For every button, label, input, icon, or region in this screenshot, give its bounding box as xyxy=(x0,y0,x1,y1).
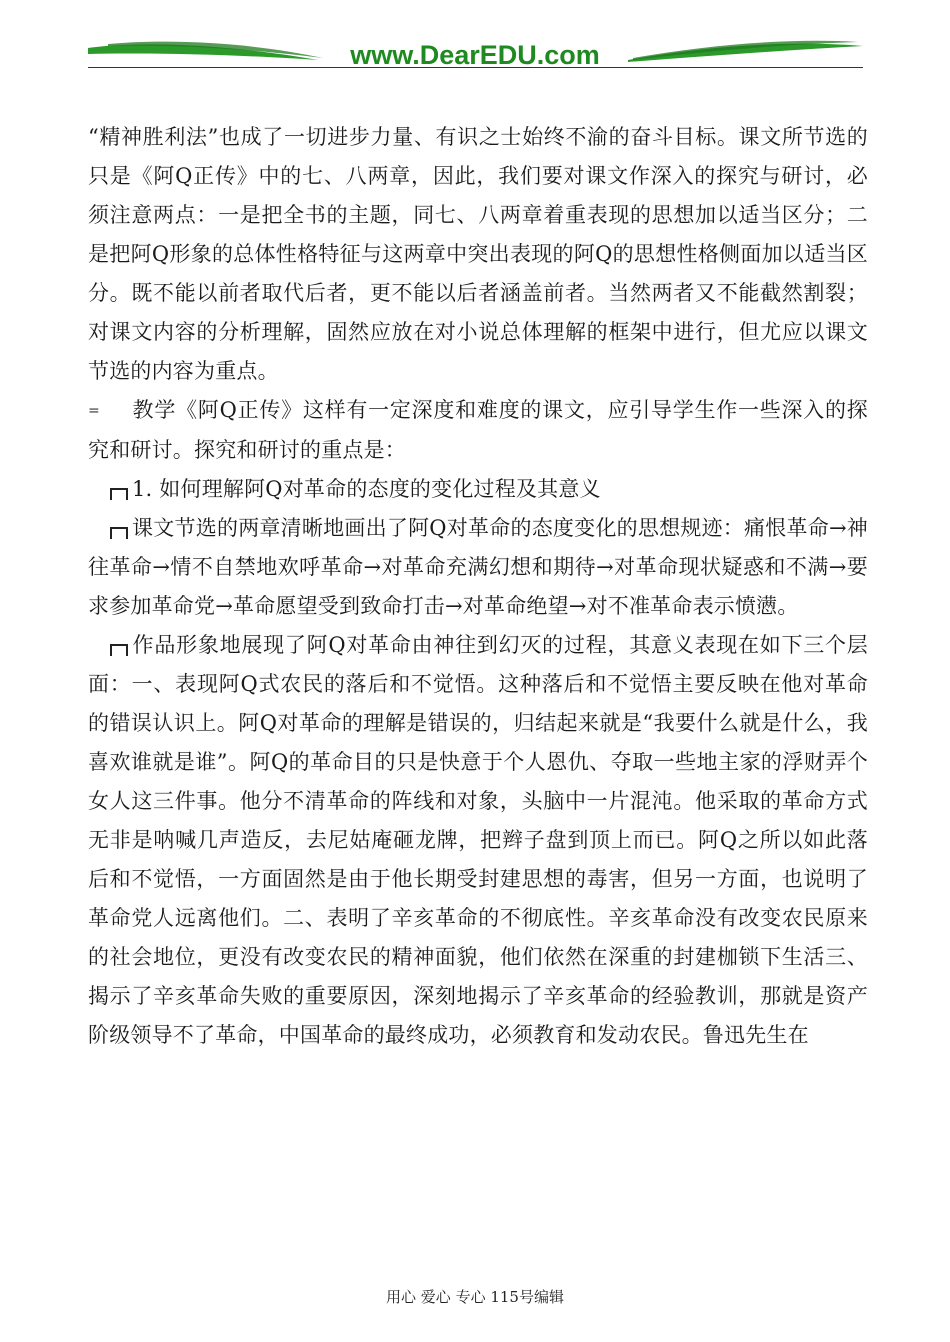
page-header xyxy=(88,30,863,72)
paragraph-4 xyxy=(88,509,868,626)
paragraph-1-text: “精神胜利法”也成了一切进步力量、有识之士始终不渝的奋斗目标。课文所节选的只是《阿Q正传》中的七、八两章，因此，我们要对课文作深入的探究与研讨，必须注意两点：一是把全书的主题，同七、八两章着重表现的思想加以适当区分；二是把阿Q形象的总体性格特征与这两章中突出表现的阿Q的思想性格侧面加以适当区分。既不能以前者取代后者，更不能以后者涵盖前者。当然两者又不能截然割裂；对课文内容的分析理解，固然应放在对小说总体理解的框架中进行，但尤应以课文节选的内容为重点。 xyxy=(88,125,868,383)
paragraph-2 xyxy=(88,391,868,470)
paragraph-5-text: 作品形象地展现了阿Q对革命由神往到幻灭的过程，其意义表现在如下三个层面：一、表现阿Q式农民的落后和不觉悟。这种落后和不觉悟主要反映在他对革命的错误认识上。阿Q对革命的理解是错误的，归结起来就是“我要什么就是什么，我喜欢谁就是谁”。阿Q的革命目的只是快意于个人恩仇、夺取一些地主家的浮财弄个女人这三件事。他分不清革命的阵线和对象，头脑中一片混沌。他采取的革命方式无非是呐喊几声造反，去尼姑庵砸龙牌，把辫子盘到顶上而已。阿Q之所以如此落后和不觉悟，一方面固然是由于他长期受封建思想的毒害，但另一方面，也说明了革命党人远离他们。二、表明了辛亥革命的不彻底性。辛亥革命没有改变农民原来的社会地位，更没有改变农民的精神面貌，他们依然在深重的封建枷锁下生活三、揭示了辛亥革命失败的重要原因，深刻地揭示了辛亥革命的经验教训，那就是资产阶级领导不了革命，中国革命的最终成功，必须教育和发动农民。鲁迅先生在 xyxy=(88,633,868,1047)
paragraph-3-text: 1. 如何理解阿Q对革命的态度的变化过程及其意义 xyxy=(132,477,601,501)
indent-bracket-icon xyxy=(110,488,128,500)
paragraph-3 xyxy=(88,470,868,509)
paragraph-5 xyxy=(88,626,868,1055)
header-divider xyxy=(88,67,863,68)
indent-bracket-icon xyxy=(110,644,128,656)
paragraph-4-text: 课文节选的两章清晰地画出了阿Q对革命的态度变化的思想规迹：痛恨革命→神往革命→情不自禁地欢呼革命→对革命充满幻想和期待→对革命现状疑惑和不满→要求参加革命党→革命愿望受到致命打击→对革命绝望→对不准革命表示愤懑。 xyxy=(88,516,868,618)
page-footer: 用心 爱心 专心 115号编辑 xyxy=(386,1288,564,1306)
paragraph-2-text: 教学《阿Q正传》这样有一定深度和难度的课文，应引导学生作一些深入的探究和研讨。探究和研讨的重点是： xyxy=(88,398,868,462)
indent-bracket-icon xyxy=(110,527,128,539)
list-marker-icon: = xyxy=(88,403,100,419)
paragraph-1 xyxy=(88,118,868,391)
logo-text: www.DearEDU.com xyxy=(350,40,600,70)
header-logo-banner xyxy=(88,30,863,72)
document-body xyxy=(88,118,868,1055)
